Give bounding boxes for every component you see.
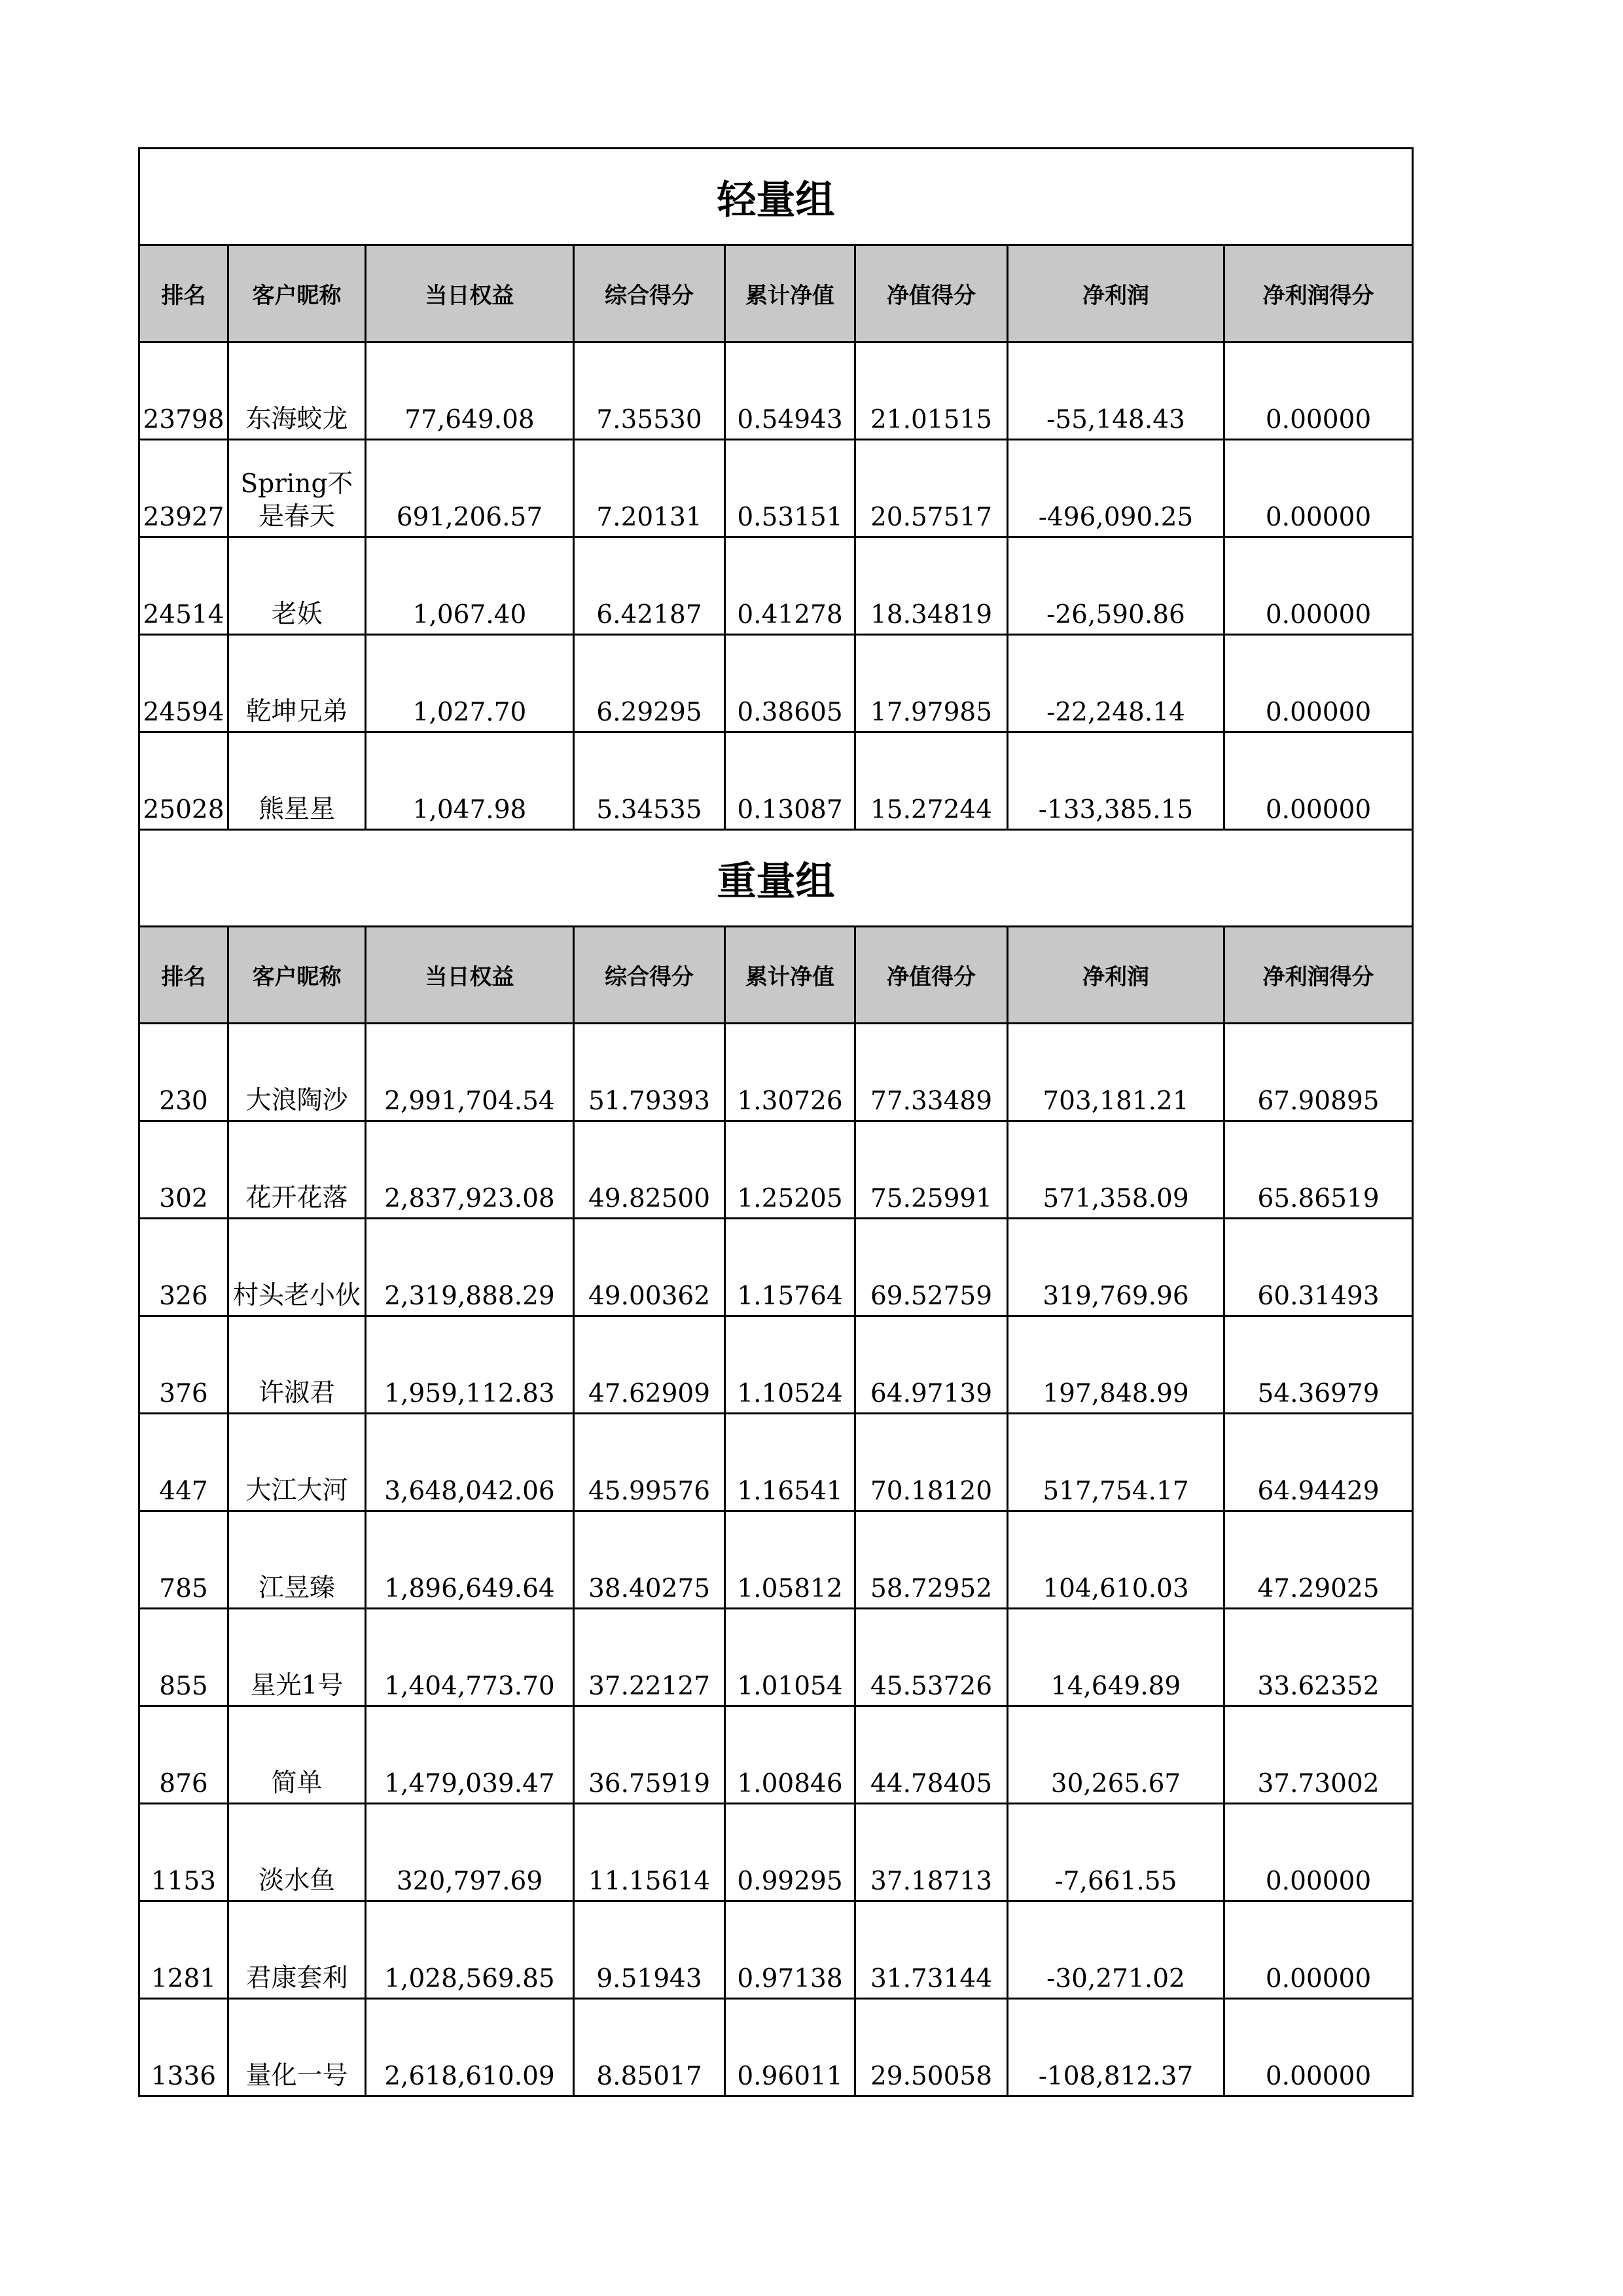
rank-cell: 876 [139, 1706, 228, 1804]
equity-cell: 3,648,042.06 [366, 1414, 574, 1511]
score-cell: 6.42187 [574, 537, 725, 635]
profit-score-cell: 0.00000 [1224, 732, 1413, 830]
table-row [139, 1999, 1413, 2096]
nav-cell: 1.10524 [725, 1316, 855, 1414]
nav-score-cell: 70.18120 [855, 1414, 1008, 1511]
profit-score-cell: 65.86519 [1224, 1121, 1413, 1219]
table-row [139, 1609, 1413, 1706]
column-header: 当日权益 [366, 927, 574, 1024]
nav-cell: 1.15764 [725, 1219, 855, 1316]
profit-cell: 14,649.89 [1008, 1609, 1224, 1706]
score-cell: 9.51943 [574, 1901, 725, 1999]
table-row [139, 1316, 1413, 1414]
score-cell: 49.00362 [574, 1219, 725, 1316]
profit-score-cell: 0.00000 [1224, 1901, 1413, 1999]
name-cell: 君康套利 [228, 1901, 366, 1999]
table-row [139, 537, 1413, 635]
column-header: 客户昵称 [228, 927, 366, 1024]
profit-score-cell: 0.00000 [1224, 1999, 1413, 2096]
profit-score-cell: 60.31493 [1224, 1219, 1413, 1316]
name-cell: Spring不是春天 [228, 440, 366, 537]
table-row [139, 1219, 1413, 1316]
name-cell: 东海蛟龙 [228, 342, 366, 440]
group-title-row [139, 830, 1413, 927]
rank-cell: 376 [139, 1316, 228, 1414]
group-title-row [139, 149, 1413, 245]
score-cell: 11.15614 [574, 1804, 725, 1901]
ranking-table-body [139, 149, 1413, 2096]
nav-score-cell: 18.34819 [855, 537, 1008, 635]
profit-score-cell: 0.00000 [1224, 440, 1413, 537]
table-row [139, 342, 1413, 440]
column-header: 当日权益 [366, 245, 574, 342]
nav-cell: 1.00846 [725, 1706, 855, 1804]
nav-score-cell: 31.73144 [855, 1901, 1008, 1999]
equity-cell: 1,047.98 [366, 732, 574, 830]
table-row [139, 1804, 1413, 1901]
equity-cell: 1,404,773.70 [366, 1609, 574, 1706]
profit-cell: 197,848.99 [1008, 1316, 1224, 1414]
score-cell: 8.85017 [574, 1999, 725, 2096]
column-header: 累计净值 [725, 927, 855, 1024]
equity-cell: 2,618,610.09 [366, 1999, 574, 2096]
nav-cell: 0.41278 [725, 537, 855, 635]
rank-cell: 447 [139, 1414, 228, 1511]
score-cell: 7.20131 [574, 440, 725, 537]
profit-cell: -22,248.14 [1008, 635, 1224, 732]
score-cell: 6.29295 [574, 635, 725, 732]
score-cell: 45.99576 [574, 1414, 725, 1511]
score-cell: 37.22127 [574, 1609, 725, 1706]
nav-cell: 0.53151 [725, 440, 855, 537]
nav-cell: 1.01054 [725, 1609, 855, 1706]
column-header: 客户昵称 [228, 245, 366, 342]
rank-cell: 23927 [139, 440, 228, 537]
name-cell: 乾坤兄弟 [228, 635, 366, 732]
column-header: 累计净值 [725, 245, 855, 342]
name-cell: 淡水鱼 [228, 1804, 366, 1901]
score-cell: 36.75919 [574, 1706, 725, 1804]
equity-cell: 320,797.69 [366, 1804, 574, 1901]
column-header: 综合得分 [574, 927, 725, 1024]
profit-cell: 30,265.67 [1008, 1706, 1224, 1804]
nav-score-cell: 15.27244 [855, 732, 1008, 830]
table-row [139, 1414, 1413, 1511]
column-header: 净值得分 [855, 927, 1008, 1024]
nav-score-cell: 64.97139 [855, 1316, 1008, 1414]
table-row [139, 1024, 1413, 1121]
nav-cell: 0.97138 [725, 1901, 855, 1999]
equity-cell: 2,837,923.08 [366, 1121, 574, 1219]
equity-cell: 1,027.70 [366, 635, 574, 732]
column-header: 排名 [139, 245, 228, 342]
column-header: 综合得分 [574, 245, 725, 342]
profit-cell: -133,385.15 [1008, 732, 1224, 830]
profit-score-cell: 54.36979 [1224, 1316, 1413, 1414]
rank-cell: 326 [139, 1219, 228, 1316]
table-row [139, 1901, 1413, 1999]
nav-cell: 1.05812 [725, 1511, 855, 1609]
profit-score-cell: 0.00000 [1224, 1804, 1413, 1901]
rank-cell: 24594 [139, 635, 228, 732]
nav-score-cell: 69.52759 [855, 1219, 1008, 1316]
nav-score-cell: 21.01515 [855, 342, 1008, 440]
name-cell: 村头老小伙 [228, 1219, 366, 1316]
profit-score-cell: 67.90895 [1224, 1024, 1413, 1121]
group-title: 轻量组 [139, 149, 1413, 245]
nav-score-cell: 17.97985 [855, 635, 1008, 732]
column-header: 排名 [139, 927, 228, 1024]
equity-cell: 1,896,649.64 [366, 1511, 574, 1609]
rank-cell: 24514 [139, 537, 228, 635]
profit-score-cell: 33.62352 [1224, 1609, 1413, 1706]
profit-cell: -30,271.02 [1008, 1901, 1224, 1999]
equity-cell: 77,649.08 [366, 342, 574, 440]
name-cell: 江昱臻 [228, 1511, 366, 1609]
equity-cell: 1,479,039.47 [366, 1706, 574, 1804]
nav-score-cell: 37.18713 [855, 1804, 1008, 1901]
ranking-table [138, 147, 1414, 2097]
name-cell: 花开花落 [228, 1121, 366, 1219]
nav-cell: 0.99295 [725, 1804, 855, 1901]
equity-cell: 691,206.57 [366, 440, 574, 537]
nav-cell: 0.13087 [725, 732, 855, 830]
profit-score-cell: 0.00000 [1224, 635, 1413, 732]
rank-cell: 23798 [139, 342, 228, 440]
name-cell: 星光1号 [228, 1609, 366, 1706]
column-header: 净利润得分 [1224, 927, 1413, 1024]
score-cell: 49.82500 [574, 1121, 725, 1219]
equity-cell: 2,991,704.54 [366, 1024, 574, 1121]
nav-cell: 0.96011 [725, 1999, 855, 2096]
nav-cell: 1.25205 [725, 1121, 855, 1219]
equity-cell: 1,959,112.83 [366, 1316, 574, 1414]
profit-cell: 571,358.09 [1008, 1121, 1224, 1219]
nav-cell: 1.16541 [725, 1414, 855, 1511]
profit-cell: -108,812.37 [1008, 1999, 1224, 2096]
score-cell: 51.79393 [574, 1024, 725, 1121]
score-cell: 38.40275 [574, 1511, 725, 1609]
column-header: 净利润得分 [1224, 245, 1413, 342]
rank-cell: 855 [139, 1609, 228, 1706]
profit-score-cell: 0.00000 [1224, 537, 1413, 635]
profit-cell: -7,661.55 [1008, 1804, 1224, 1901]
profit-cell: -55,148.43 [1008, 342, 1224, 440]
profit-score-cell: 64.94429 [1224, 1414, 1413, 1511]
rank-cell: 302 [139, 1121, 228, 1219]
table-row [139, 1511, 1413, 1609]
rank-cell: 1281 [139, 1901, 228, 1999]
name-cell: 老妖 [228, 537, 366, 635]
column-header-row [139, 245, 1413, 342]
nav-score-cell: 44.78405 [855, 1706, 1008, 1804]
rank-cell: 230 [139, 1024, 228, 1121]
score-cell: 7.35530 [574, 342, 725, 440]
profit-cell: 703,181.21 [1008, 1024, 1224, 1121]
nav-score-cell: 77.33489 [855, 1024, 1008, 1121]
score-cell: 47.62909 [574, 1316, 725, 1414]
name-cell: 大浪陶沙 [228, 1024, 366, 1121]
rank-cell: 25028 [139, 732, 228, 830]
group-title: 重量组 [139, 830, 1413, 927]
nav-score-cell: 58.72952 [855, 1511, 1008, 1609]
nav-score-cell: 75.25991 [855, 1121, 1008, 1219]
score-cell: 5.34535 [574, 732, 725, 830]
name-cell: 量化一号 [228, 1999, 366, 2096]
column-header: 净利润 [1008, 927, 1224, 1024]
nav-score-cell: 29.50058 [855, 1999, 1008, 2096]
column-header: 净值得分 [855, 245, 1008, 342]
nav-score-cell: 45.53726 [855, 1609, 1008, 1706]
equity-cell: 2,319,888.29 [366, 1219, 574, 1316]
name-cell: 许淑君 [228, 1316, 366, 1414]
nav-cell: 0.38605 [725, 635, 855, 732]
equity-cell: 1,067.40 [366, 537, 574, 635]
profit-cell: 104,610.03 [1008, 1511, 1224, 1609]
profit-score-cell: 47.29025 [1224, 1511, 1413, 1609]
table-row [139, 1121, 1413, 1219]
column-header-row [139, 927, 1413, 1024]
profit-cell: -496,090.25 [1008, 440, 1224, 537]
column-header: 净利润 [1008, 245, 1224, 342]
name-cell: 大江大河 [228, 1414, 366, 1511]
profit-cell: 517,754.17 [1008, 1414, 1224, 1511]
name-cell: 简单 [228, 1706, 366, 1804]
table-row [139, 635, 1413, 732]
table-row [139, 732, 1413, 830]
nav-score-cell: 20.57517 [855, 440, 1008, 537]
rank-cell: 1153 [139, 1804, 228, 1901]
nav-cell: 0.54943 [725, 342, 855, 440]
name-cell: 熊星星 [228, 732, 366, 830]
profit-cell: 319,769.96 [1008, 1219, 1224, 1316]
profit-cell: -26,590.86 [1008, 537, 1224, 635]
equity-cell: 1,028,569.85 [366, 1901, 574, 1999]
rank-cell: 785 [139, 1511, 228, 1609]
profit-score-cell: 0.00000 [1224, 342, 1413, 440]
table-row [139, 1706, 1413, 1804]
table-row [139, 440, 1413, 537]
nav-cell: 1.30726 [725, 1024, 855, 1121]
profit-score-cell: 37.73002 [1224, 1706, 1413, 1804]
rank-cell: 1336 [139, 1999, 228, 2096]
